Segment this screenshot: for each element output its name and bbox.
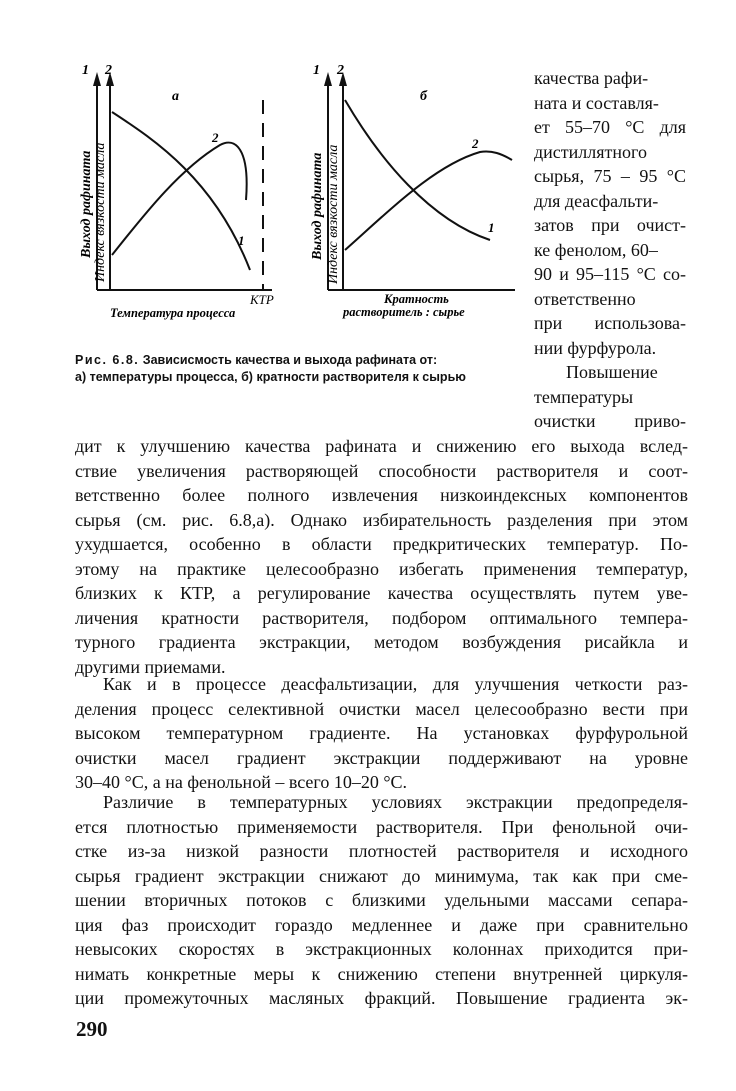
text-line: нии фурфурола. xyxy=(534,337,657,358)
panel-b-letter: б xyxy=(420,89,427,104)
text-line: ции промежуточных масляных фракций. Повышение градиента эк- xyxy=(75,988,688,1008)
text-line: сырья (см. рис. 6.8,а). Однако избирательность разделения при этом xyxy=(75,509,688,530)
panel-a-xlabel: Температура процесса xyxy=(110,306,236,320)
panel-b-ylabel-1: Выход рафината xyxy=(310,152,325,260)
panel-b-curve1-label: 1 xyxy=(488,220,495,235)
text-line: близких к КТР, а регулирование качества осуществлять путем уве- xyxy=(75,583,688,603)
page-number: 290 xyxy=(76,1017,108,1041)
curve-1 xyxy=(345,100,490,240)
axis-1-arrow xyxy=(93,72,101,86)
text-line: Повышение xyxy=(566,362,658,382)
text-line: ната и составля- xyxy=(534,92,659,113)
text-line: Различие в температурных условиях экстракции предопределя- xyxy=(103,792,688,812)
panel-a xyxy=(93,72,272,290)
text-line: сырья, 75 – 95 °С xyxy=(534,166,686,186)
panel-b-xlabel-line1: Кратность xyxy=(384,292,449,306)
text-line: ухудшается, особенно в области предкритических температур. По- xyxy=(75,534,688,554)
panel-a-xlabel-end: КТР xyxy=(250,292,274,307)
panel-b-xlabel-line2: растворитель : сырье xyxy=(343,305,465,319)
panel-b xyxy=(324,72,515,290)
panel-a-axis2-label: 2 xyxy=(105,63,112,78)
text-line: шении вторичных потоков с близкими удельными массами сепара- xyxy=(75,890,688,910)
text-line: затов при очист- xyxy=(534,215,686,235)
panel-a-curve2-label: 2 xyxy=(212,130,219,145)
text-line: деления процесс селективной очистки масел целесообразно вести при xyxy=(75,698,688,719)
text-line: при использова- xyxy=(534,313,686,333)
text-line: дит к улучшению качества рафината и снижению его выхода вслед- xyxy=(75,436,688,456)
panel-a-axis1-label: 1 xyxy=(82,63,89,78)
text-line: стке из-за низкой разности плотностей растворителя и исходного xyxy=(75,841,688,861)
text-line: сырья градиент экстракции снижают до минимума, так как при сме- xyxy=(75,865,688,886)
text-line: очистки приво- xyxy=(534,411,686,431)
caption-label: Рис. 6.8. xyxy=(75,353,140,367)
paragraph-2 xyxy=(75,672,688,795)
paragraph-1 xyxy=(75,434,688,679)
figure-6-8 xyxy=(60,60,580,400)
text-line: ветственно более полного извлечения низкоиндексных компонентов xyxy=(75,485,688,505)
text-line: для деасфальти- xyxy=(534,190,659,211)
panel-b-axis2-label: 2 xyxy=(337,63,344,78)
curve-2 xyxy=(345,151,512,250)
text-line: нимать конкретные меры к снижению степени внутренней циркуля- xyxy=(75,963,688,984)
text-line: очистки масел градиент экстракции поддерживают на уровне xyxy=(75,747,688,768)
text-line: ке фенолом, 60– xyxy=(534,239,658,260)
curve-2 xyxy=(112,143,247,255)
text-line: ется плотностью применяемости растворителя. При фенольной очи- xyxy=(75,816,688,837)
panel-a-curve1-label: 1 xyxy=(238,233,245,248)
text-line: ответственно xyxy=(534,288,636,309)
caption-line-1 xyxy=(75,352,525,369)
figure-caption xyxy=(75,352,525,386)
panel-b-curve2-label: 2 xyxy=(472,136,479,151)
caption-line-2: а) температуры процесса, б) кратности растворителя к сырью xyxy=(75,370,466,384)
text-line: личения кратности растворителя, подбором оптимального темпера- xyxy=(75,607,688,628)
text-line: температуры xyxy=(534,386,634,407)
text-line: ция фаз происходит гораздо медленнее и даже при сравнительно xyxy=(75,914,688,935)
paragraph-3 xyxy=(75,790,688,1011)
panel-b-ylabel-2: Индекс вязкости масла xyxy=(326,144,341,284)
text-line: высоком температурном градиенте. На установках фурфурольной xyxy=(75,723,688,743)
text-line: этому на практике целесообразно избегать применения температур, xyxy=(75,558,688,579)
text-line: Как и в процессе деасфальтизации, для улучшения четкости раз- xyxy=(103,674,688,694)
text-line: невысоких скоростях в экстракционных колоннах приходится при- xyxy=(75,939,688,959)
side-text-column xyxy=(534,66,686,434)
text-line: турного градиента экстракции, методом возбуждения рисайкла и xyxy=(75,632,688,652)
text-line: качества рафи- xyxy=(534,68,649,88)
panel-a-ylabel-1: Выход рафината xyxy=(79,150,94,258)
text-line: дистиллятного xyxy=(534,141,647,162)
text-line: 30–40 °С, а на фенольной – всего 10–20 °С. xyxy=(75,772,408,792)
text-line: другими приемами. xyxy=(75,656,226,677)
caption-text-1: Зависисмость качества и выхода рафината от: xyxy=(142,353,438,367)
text-line: ствие увеличения растворяющей способности растворителя и соот- xyxy=(75,460,688,481)
panel-a-ylabel-2: Индекс вязкости масла xyxy=(93,142,108,282)
text-line: 90 и 95–115 °С со- xyxy=(534,264,686,284)
panel-b-axis1-label: 1 xyxy=(313,63,320,78)
panel-a-letter: а xyxy=(172,89,179,104)
text-line: ет 55–70 °С для xyxy=(534,117,686,137)
axis-1-arrow xyxy=(324,72,332,86)
curve-1 xyxy=(112,112,250,270)
